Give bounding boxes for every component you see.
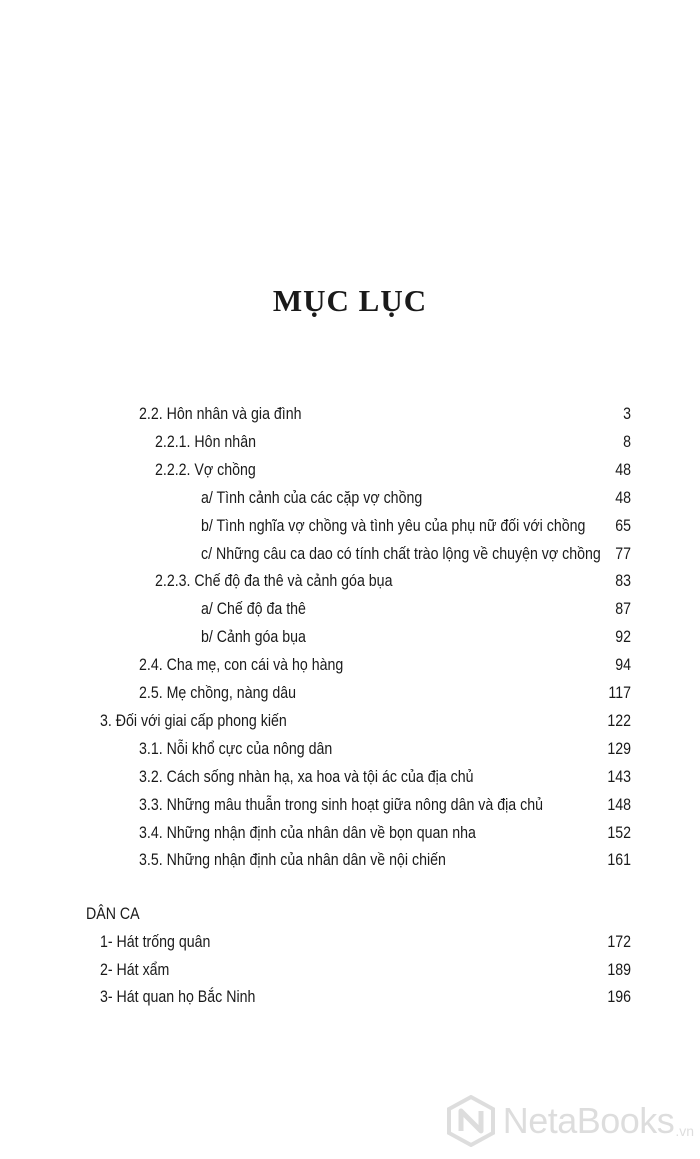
toc-entry-page: 161	[607, 851, 631, 870]
toc-entry-title: b/ Cảnh góa bụa	[200, 628, 306, 647]
toc-entry-title: c/ Những câu ca dao có tính chất trào lộng về chuyện vợ chồng	[200, 544, 601, 563]
netabooks-logo-icon	[445, 1095, 497, 1147]
toc-entry-page: 77	[615, 544, 631, 563]
toc-entry	[0, 791, 631, 819]
toc-entry-title: 3. Đối với giai cấp phong kiến	[99, 711, 287, 730]
toc-entry-title: 3.2. Cách sống nhàn hạ, xa hoa và tội ác của địa chủ	[138, 767, 474, 786]
dan-ca-entry-title: 1- Hát trống quân	[99, 933, 211, 951]
toc-entry-page: 3	[623, 405, 631, 423]
toc-entry-page: 148	[607, 795, 631, 814]
toc-entry-title: 3.5. Những nhận định của nhân dân về nội chiến	[138, 851, 446, 870]
toc-entry-page: 143	[607, 767, 631, 786]
toc-entry-page: 48	[615, 460, 631, 479]
page-title: MỤC LỤC	[272, 283, 428, 318]
toc-entry	[0, 679, 631, 707]
toc-entry	[0, 400, 631, 428]
netabooks-watermark	[445, 1095, 694, 1147]
toc-entry-title: 2.5. Mẹ chồng, nàng dâu	[138, 684, 297, 702]
toc-entry	[0, 428, 631, 456]
toc-entry-page: 83	[615, 572, 631, 591]
toc-entry-page: 122	[607, 711, 631, 730]
toc-entry-page: 65	[615, 516, 631, 535]
toc-entry	[0, 651, 631, 679]
dan-ca-entry-page: 172	[607, 933, 631, 951]
toc-entry-page: 117	[608, 684, 631, 702]
toc-entry	[0, 735, 631, 763]
toc-entry-page: 8	[623, 432, 631, 451]
dan-ca-entry-title: 2- Hát xẩm	[99, 960, 170, 979]
dan-ca-entry-title: 3- Hát quan họ Bắc Ninh	[99, 988, 256, 1006]
toc-entry-title: 3.3. Những mâu thuẫn trong sinh hoạt giữa nông dân và địa chủ	[138, 795, 543, 814]
toc-entry-title: a/ Chế độ đa thê	[200, 600, 306, 619]
dan-ca-heading-text: DÂN CA	[86, 905, 140, 923]
dan-ca-entry-page: 189	[607, 960, 631, 979]
toc-entry-title: 2.4. Cha mẹ, con cái và họ hàng	[138, 656, 344, 675]
toc-entry-page: 94	[615, 656, 631, 675]
dan-ca-entry	[0, 928, 631, 956]
toc-entry-title: 2.2.3. Chế độ đa thê và cảnh góa bụa	[154, 572, 393, 591]
toc-entry	[0, 540, 631, 568]
toc-entry	[0, 456, 631, 484]
toc-entry-page: 152	[607, 823, 631, 842]
toc-entry	[0, 484, 631, 512]
toc-entry	[0, 819, 631, 847]
toc-entry-title: 3.1. Nỗi khổ cực của nông dân	[138, 739, 333, 758]
toc-entry	[0, 567, 631, 595]
toc-entry	[0, 707, 631, 735]
dan-ca-entry	[0, 983, 631, 1011]
toc-entry	[0, 512, 631, 540]
toc-entry-page: 92	[615, 628, 631, 647]
watermark-text: NetaBooks	[502, 1100, 675, 1141]
dan-ca-entry	[0, 956, 631, 984]
toc-entry-title: 2.2. Hôn nhân và gia đình	[138, 405, 302, 423]
toc-entry-title: 3.4. Những nhận định của nhân dân về bọn quan nha	[138, 823, 476, 842]
toc-entry-page: 87	[615, 600, 631, 619]
toc-entry	[0, 846, 631, 874]
toc-entry-title: b/ Tình nghĩa vợ chồng và tình yêu của phụ nữ đối với chồng	[200, 516, 586, 535]
toc-entry-title: 2.2.2. Vợ chồng	[154, 460, 256, 479]
toc-entry	[0, 763, 631, 791]
toc-entry-title: a/ Tình cảnh của các cặp vợ chồng	[200, 488, 423, 507]
toc-entry-page: 48	[615, 488, 631, 507]
toc-entry-page: 129	[607, 739, 631, 758]
toc-entry	[0, 623, 631, 651]
dan-ca-entry-page: 196	[607, 988, 631, 1006]
toc-entry-title: 2.2.1. Hôn nhân	[154, 432, 256, 451]
toc-entry	[0, 595, 631, 623]
dan-ca-heading	[0, 900, 602, 928]
watermark-suffix: .vn	[675, 1123, 694, 1139]
